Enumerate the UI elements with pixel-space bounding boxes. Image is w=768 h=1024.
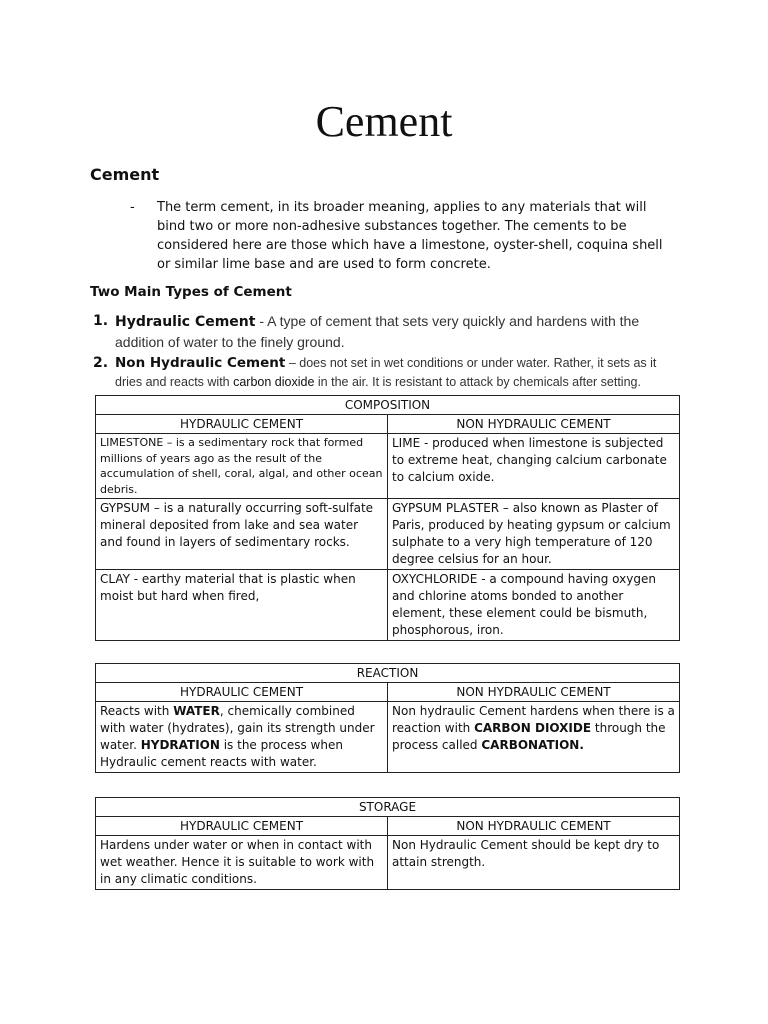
cell-emphasis: CARBONATION. (481, 738, 584, 752)
column-header: NON HYDRAULIC CEMENT (388, 415, 680, 434)
reaction-table (95, 663, 680, 773)
type-term: Hydraulic Cement (115, 314, 256, 330)
table-caption-row (96, 664, 680, 683)
composition-table (95, 395, 680, 641)
type-description: A type of cement that sets very quickly and hardens with the addition of water to the finely ground. (115, 313, 640, 350)
table-caption-row (96, 798, 680, 817)
type-description: in the air. It is resistant to attack by chemicals after setting. (314, 375, 641, 389)
column-header: HYDRAULIC CEMENT (96, 415, 388, 434)
table-cell: GYPSUM – is a naturally occurring soft-sulfate mineral deposited from lake and sea water and found in layers of sedimentary rocks. (96, 499, 388, 570)
column-header: HYDRAULIC CEMENT (96, 683, 388, 702)
table-row (96, 702, 680, 773)
table-row (96, 434, 680, 499)
table-cell: OXYCHLORIDE - a compound having oxygen and chlorine atoms bonded to another element, these element could be bismuth, phosphorous, iron. (388, 570, 680, 641)
cell-emphasis: CARBON DIOXIDE (474, 721, 592, 735)
cell-emphasis: HYDRATION (140, 738, 220, 752)
cell-text: is the process when Hydraulic cement reacts with water. (100, 738, 343, 769)
table-cell: CLAY - earthy material that is plastic when moist but hard when fired, (96, 570, 388, 641)
intro-paragraph (130, 198, 675, 274)
table-caption: REACTION (96, 664, 680, 683)
list-item-body (115, 311, 678, 352)
table-cell: Hardens under water or when in contact with wet weather. Hence it is suitable to work with in any climatic conditions. (96, 836, 388, 890)
type-description-emphasis: carbon dioxide (233, 375, 315, 389)
column-header: NON HYDRAULIC CEMENT (388, 683, 680, 702)
list-item (93, 353, 678, 391)
table-cell: LIME - produced when limestone is subjected to extreme heat, changing calcium carbonate to calcium oxide. (388, 434, 680, 499)
types-heading: Two Main Types of Cement (90, 284, 292, 300)
list-number: 1. (93, 313, 109, 329)
list-number: 2. (93, 355, 109, 371)
type-term: Non Hydraulic Cement (115, 355, 286, 371)
table-cell: Non Hydraulic Cement should be kept dry to attain strength. (388, 836, 680, 890)
column-header: NON HYDRAULIC CEMENT (388, 817, 680, 836)
intro-text: The term cement, in its broader meaning, applies to any materials that will bind two or more non-adhesive substances together. The cements to be considered here are those which have a limestone, oyster-shell, coquina shell or similar lime base and are used to form concrete. (157, 200, 663, 272)
table-caption: COMPOSITION (96, 396, 680, 415)
table-cell (388, 702, 680, 773)
cell-text: Reacts with (100, 704, 174, 718)
table-cell (96, 702, 388, 773)
type-separator: – (285, 356, 300, 370)
bullet-dash: - (130, 200, 135, 215)
cell-text: Non hydraulic Cement hardens when there is a reaction with (392, 704, 675, 735)
table-row (96, 836, 680, 890)
table-cell: GYPSUM PLASTER – also known as Plaster of Paris, produced by heating gypsum or calcium sulphate to a very high temperature of 120 degree celsius for an hour. (388, 499, 680, 570)
table-row (96, 499, 680, 570)
cell-text: , chemically combined with water (hydrates), gain its strength under water. (100, 704, 375, 752)
list-item-body (115, 353, 678, 391)
type-separator: - (255, 313, 268, 329)
cell-text: through the process called (392, 721, 666, 752)
table-header-row (96, 415, 680, 434)
type-description: does not set in wet conditions or under water. Rather, it sets as it dries and reacts with (115, 356, 657, 389)
column-header: HYDRAULIC CEMENT (96, 817, 388, 836)
table-row (96, 570, 680, 641)
page-title: Cement (315, 97, 453, 146)
section-heading: Cement (90, 165, 160, 184)
types-list (93, 311, 678, 392)
table-caption-row (96, 396, 680, 415)
list-item (93, 311, 678, 352)
storage-table (95, 797, 680, 890)
cell-emphasis: WATER (173, 704, 220, 718)
table-header-row (96, 817, 680, 836)
table-header-row (96, 683, 680, 702)
table-caption: STORAGE (96, 798, 680, 817)
table-cell: LIMESTONE – is a sedimentary rock that formed millions of years ago as the result of the accumulation of shell, coral, algal, and other ocean debris. (96, 434, 388, 499)
